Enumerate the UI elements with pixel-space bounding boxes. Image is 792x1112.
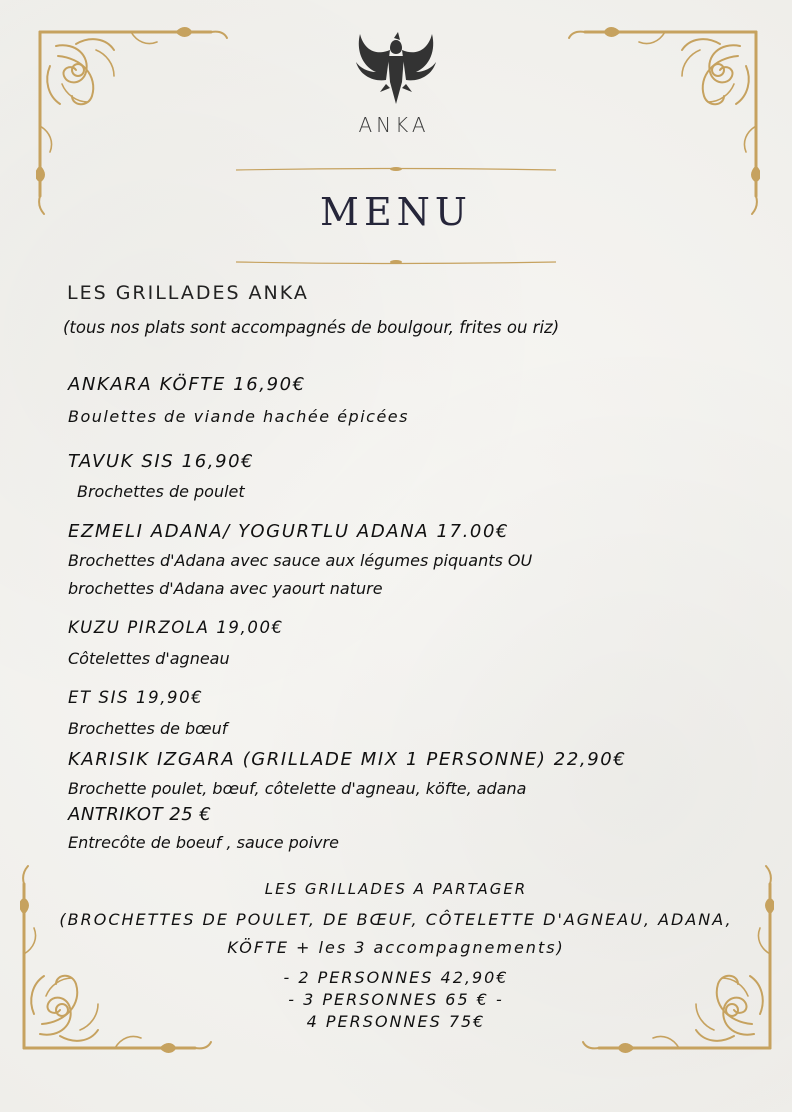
dish-description: Brochette poulet, bœuf, côtelette d'agneau, köfte, adana [68,779,527,798]
dish-name: KARISIK IZGARA (GRILLADE MIX 1 PERSONNE) 22,90€ [68,749,627,770]
dish-name: ET SIS 19,90€ [68,688,204,707]
sharing-description: KÖFTE + les 3 accompagnements) [227,938,565,957]
dish-description: Brochettes de bœuf [68,719,228,738]
page-title: MENU [320,190,472,234]
sharing-option: 4 PERSONNES 75€ [306,1012,486,1031]
sharing-description: (BROCHETTES DE POULET, DE BŒUF, CÔTELETTE D'AGNEAU, ADANA, [59,910,733,929]
section-title: LES GRILLADES ANKA [67,282,309,304]
dish-name: TAVUK SIS 16,90€ [68,451,255,472]
sharing-option: - 2 PERSONNES 42,90€ [283,968,509,987]
sharing-option: - 3 PERSONNES 65 € - [288,990,504,1009]
dish-name: ANKARA KÖFTE 16,90€ [68,374,306,395]
section-note: (tous nos plats sont accompagnés de boulgour, frites ou riz) [63,318,560,337]
sharing-title: LES GRILLADES A PARTAGER [264,880,528,898]
dish-description: Boulettes de viande hachée épicées [68,407,409,426]
phoenix-icon [346,30,446,106]
dish-description: Côtelettes d'agneau [68,649,230,668]
dish-description: Entrecôte de boeuf , sauce poivre [68,833,339,852]
dish-name: KUZU PIRZOLA 19,00€ [68,618,284,637]
divider-top [236,164,556,176]
brand-name: ANKA [358,113,430,137]
dish-description: brochettes d'Adana avec yaourt nature [68,579,383,598]
dish-name: EZMELI ADANA/ YOGURTLU ADANA 17.00€ [68,521,510,542]
dish-description: Brochettes d'Adana avec sauce aux légumes piquants OU [68,551,533,570]
divider-bottom [236,256,556,268]
dish-description: Brochettes de poulet [77,482,245,501]
dish-name: ANTRIKOT 25 € [68,804,212,825]
